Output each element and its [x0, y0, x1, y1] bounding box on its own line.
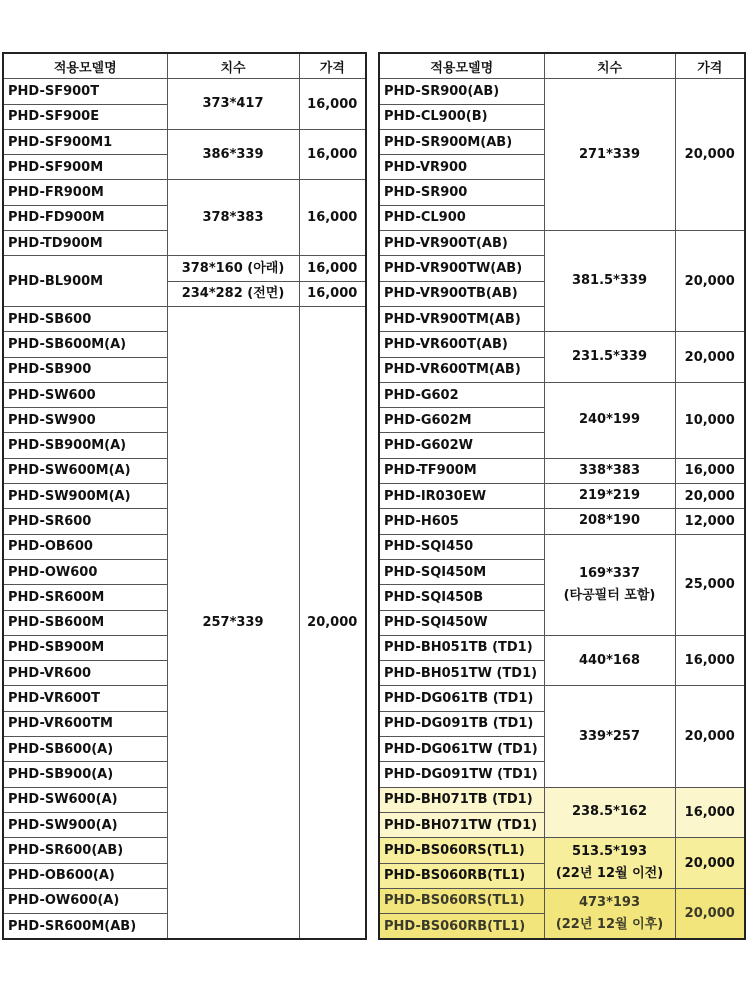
model-cell: PHD-SB900(A)	[3, 762, 167, 787]
header-row	[3, 53, 366, 79]
table-row	[379, 332, 745, 357]
model-cell: PHD-OB600(A)	[3, 863, 167, 888]
model-header: 적용모델명	[3, 53, 167, 79]
model-cell: PHD-BH051TW (TD1)	[379, 661, 544, 686]
table-row	[379, 534, 745, 559]
price-cell: 16,000	[299, 129, 366, 180]
model-cell: PHD-DG091TB (TD1)	[379, 711, 544, 736]
model-cell: PHD-SW600(A)	[3, 787, 167, 812]
price-cell: 20,000	[675, 79, 745, 231]
table-row	[379, 686, 745, 711]
model-cell: PHD-OB600	[3, 534, 167, 559]
size-cell	[544, 382, 675, 458]
model-cell: PHD-SR600M	[3, 585, 167, 610]
model-cell: PHD-SF900E	[3, 104, 167, 129]
header-row	[379, 53, 745, 79]
size-value: 257*339	[202, 614, 264, 630]
size-cell	[544, 534, 675, 635]
model-cell: PHD-OW600	[3, 559, 167, 584]
table-row	[3, 180, 366, 205]
model-cell: PHD-VR600T	[3, 686, 167, 711]
model-cell: PHD-DG061TB (TD1)	[379, 686, 544, 711]
size-value: 386*339	[202, 146, 264, 162]
right-table-wrap	[378, 52, 746, 940]
size-note: (타공필터 포함)	[563, 587, 656, 603]
model-cell: PHD-VR600TM(AB)	[379, 357, 544, 382]
price-header: 가격	[675, 53, 745, 79]
size-cell	[544, 458, 675, 483]
model-cell: PHD-SQI450M	[379, 559, 544, 584]
price-cell: 16,000	[675, 635, 745, 686]
table-row	[3, 79, 366, 104]
table-row	[379, 509, 745, 534]
size-cell	[544, 231, 675, 332]
size-value: 240*199	[578, 412, 641, 428]
table-row	[3, 256, 366, 281]
model-cell: PHD-SR900(AB)	[379, 79, 544, 104]
price-cell: 12,000	[675, 509, 745, 534]
price-cell: 20,000	[675, 686, 745, 787]
model-cell: PHD-SR600	[3, 509, 167, 534]
price-cell: 20,000	[299, 306, 366, 939]
model-cell: PHD-VR900T(AB)	[379, 231, 544, 256]
size-cell	[544, 787, 675, 838]
size-value: 169*337	[578, 565, 641, 581]
size-value: 238.5*162	[571, 804, 648, 820]
size-cell	[544, 484, 675, 509]
model-cell: PHD-BS060RB(TL1)	[379, 914, 544, 940]
size-cell: 234*282 (전면)	[167, 281, 299, 306]
model-cell: PHD-FR900M	[3, 180, 167, 205]
price-cell: 16,000	[675, 458, 745, 483]
size-note: (22년 12월 이전)	[555, 866, 664, 881]
model-cell: PHD-H605	[379, 509, 544, 534]
model-cell: PHD-G602W	[379, 433, 544, 458]
price-cell: 16,000	[675, 787, 745, 838]
model-header: 적용모델명	[379, 53, 544, 79]
size-cell	[544, 332, 675, 383]
size-cell	[544, 635, 675, 686]
size-value: 338*383	[578, 462, 641, 478]
model-cell: PHD-VR900	[379, 155, 544, 180]
model-cell: PHD-SB600	[3, 306, 167, 331]
model-cell: PHD-FD900M	[3, 205, 167, 230]
model-cell: PHD-SB900M(A)	[3, 433, 167, 458]
left-price-table	[2, 52, 367, 940]
right-price-table	[378, 52, 746, 940]
model-cell: PHD-SB600(A)	[3, 737, 167, 762]
model-cell: PHD-DG091TW (TD1)	[379, 762, 544, 787]
price-cell: 20,000	[675, 484, 745, 509]
table-row	[379, 838, 745, 863]
model-cell: PHD-CL900	[379, 205, 544, 230]
size-value: 219*219	[578, 488, 641, 504]
size-value: 231.5*339	[571, 349, 648, 365]
model-cell: PHD-SW900	[3, 408, 167, 433]
size-value: 373*417	[202, 96, 264, 112]
size-cell	[544, 686, 675, 787]
size-cell	[544, 509, 675, 534]
table-row	[379, 458, 745, 483]
model-cell: PHD-SF900M	[3, 155, 167, 180]
table-row	[379, 231, 745, 256]
model-cell: PHD-SW900M(A)	[3, 484, 167, 509]
model-cell: PHD-SB600M	[3, 610, 167, 635]
model-cell: PHD-SB900	[3, 357, 167, 382]
model-cell: PHD-BS060RB(TL1)	[379, 863, 544, 888]
table-row	[379, 635, 745, 660]
model-cell: PHD-DG061TW (TD1)	[379, 737, 544, 762]
model-cell: PHD-SB600M(A)	[3, 332, 167, 357]
model-cell: PHD-VR600T(AB)	[379, 332, 544, 357]
model-cell: PHD-VR900TW(AB)	[379, 256, 544, 281]
size-cell	[167, 306, 299, 939]
model-cell: PHD-VR600TM	[3, 711, 167, 736]
model-cell: PHD-SW600M(A)	[3, 458, 167, 483]
size-cell	[167, 129, 299, 180]
size-cell	[544, 79, 675, 231]
price-cell: 25,000	[675, 534, 745, 635]
size-value: 473*193	[578, 894, 641, 910]
table-row	[379, 484, 745, 509]
model-cell: PHD-BS060RS(TL1)	[379, 838, 544, 863]
size-value: 378*383	[202, 209, 264, 225]
size-value: 271*339	[578, 146, 641, 162]
model-cell: PHD-BH071TW (TD1)	[379, 812, 544, 837]
model-cell: PHD-SB900M	[3, 635, 167, 660]
size-cell	[544, 838, 675, 889]
table-row	[379, 79, 745, 104]
model-cell: PHD-VR900TM(AB)	[379, 306, 544, 331]
model-cell: PHD-IR030EW	[379, 484, 544, 509]
size-header: 치수	[544, 53, 675, 79]
model-cell: PHD-CL900(B)	[379, 104, 544, 129]
price-cell: 20,000	[675, 231, 745, 332]
model-cell: PHD-TD900M	[3, 231, 167, 256]
table-row	[379, 382, 745, 407]
model-cell: PHD-BL900M	[3, 256, 167, 307]
model-cell: PHD-BS060RS(TL1)	[379, 888, 544, 913]
model-cell: PHD-VR600	[3, 661, 167, 686]
price-cell: 20,000	[675, 332, 745, 383]
model-cell: PHD-G602	[379, 382, 544, 407]
model-cell: PHD-SR900	[379, 180, 544, 205]
size-cell	[167, 180, 299, 256]
size-value: 339*257	[578, 728, 641, 744]
price-cell: 16,000	[299, 79, 366, 130]
size-value: 440*168	[578, 652, 641, 668]
price-cell: 20,000	[675, 888, 745, 939]
table-row	[379, 787, 745, 812]
model-cell: PHD-TF900M	[379, 458, 544, 483]
size-note: (22년 12월 이후)	[555, 916, 664, 932]
left-table-wrap	[2, 52, 367, 940]
model-cell: PHD-SW900(A)	[3, 812, 167, 837]
model-cell: PHD-SQI450W	[379, 610, 544, 635]
model-cell: PHD-SF900M1	[3, 129, 167, 154]
model-cell: PHD-SR600(AB)	[3, 838, 167, 863]
model-cell: PHD-BH071TB (TD1)	[379, 787, 544, 812]
model-cell: PHD-SQI450B	[379, 585, 544, 610]
model-cell: PHD-SQI450	[379, 534, 544, 559]
price-cell: 16,000	[299, 256, 366, 281]
size-value: 208*190	[578, 513, 641, 529]
size-cell	[167, 79, 299, 130]
model-cell: PHD-BH051TB (TD1)	[379, 635, 544, 660]
price-cell: 16,000	[299, 281, 366, 306]
price-header: 가격	[299, 53, 366, 79]
table-row	[379, 888, 745, 913]
price-cell: 20,000	[675, 838, 745, 889]
table-row	[3, 129, 366, 154]
price-cell: 10,000	[675, 382, 745, 458]
size-value: 381.5*339	[571, 273, 648, 289]
model-cell: PHD-OW600(A)	[3, 888, 167, 913]
model-cell: PHD-SF900T	[3, 79, 167, 104]
model-cell: PHD-SR900M(AB)	[379, 129, 544, 154]
size-cell	[544, 888, 675, 939]
model-cell: PHD-SR600M(AB)	[3, 914, 167, 940]
size-header: 치수	[167, 53, 299, 79]
size-cell: 378*160 (아래)	[167, 256, 299, 281]
model-cell: PHD-VR900TB(AB)	[379, 281, 544, 306]
table-row	[3, 306, 366, 331]
model-cell: PHD-SW600	[3, 382, 167, 407]
size-value: 513.5*193	[571, 844, 648, 859]
price-cell: 16,000	[299, 180, 366, 256]
model-cell: PHD-G602M	[379, 408, 544, 433]
